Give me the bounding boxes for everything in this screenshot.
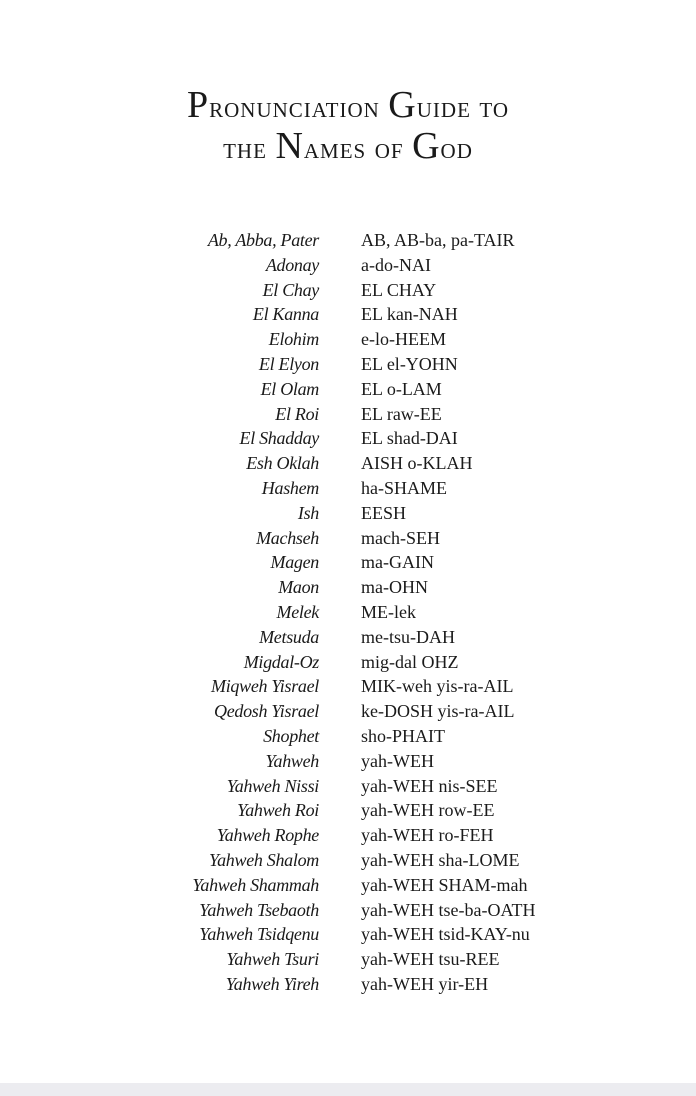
divine-name: El Kanna [252,304,319,325]
list-item [0,922,696,947]
list-item [0,699,696,724]
pronunciation: AB, AB-ba, pa-TAIR [361,230,515,250]
list-item [0,600,696,625]
pronunciation: yah-WEH sha-LOME [361,849,520,870]
divine-name: Yahweh Tsebaoth [199,899,319,920]
title-word: uide to [416,91,510,124]
pronunciation: EL o-LAM [361,378,442,399]
divine-name: Yahweh Shalom [209,849,319,870]
title-word: od [440,132,473,165]
list-item [0,327,696,352]
list-item [0,476,696,501]
divine-name: Yahweh [265,750,319,771]
pronunciation: yah-WEH yir-EH [361,973,489,994]
title-word: ronunciation [209,91,380,124]
pronunciation: ha-SHAME [361,477,447,498]
list-item [0,451,696,476]
pronunciation: EL kan-NAH [361,304,458,325]
list-item [0,749,696,774]
divine-name: Yahweh Yireh [225,973,319,994]
pronunciation: MIK-weh yis-ra-AIL [361,676,514,697]
list-item [0,848,696,873]
page-title [0,86,696,168]
pronunciation: a-do-NAI [361,254,431,275]
list-item [0,278,696,303]
pronunciation: yah-WEH SHAM-mah [361,874,528,895]
list-item [0,253,696,278]
pronunciation: yah-WEH ro-FEH [361,825,494,846]
divine-name: Yahweh Tsuri [226,949,319,970]
pronunciation: ma-GAIN [361,552,434,573]
list-item [0,823,696,848]
divine-name: Yahweh Rophe [216,825,319,846]
pronunciation: EL raw-EE [361,403,442,424]
list-item [0,774,696,799]
title-word: ames of [303,132,404,165]
divine-name: Migdal-Oz [243,651,319,672]
divine-name: El Olam [260,378,319,399]
divine-name: Esh Oklah [246,453,319,474]
divine-name: Yahweh Roi [237,800,319,821]
pronunciation: me-tsu-DAH [361,626,455,647]
list-item [0,947,696,972]
divine-name: Miqweh Yisrael [211,676,319,697]
divine-name: El Chay [262,279,319,300]
divine-name: Elohim [268,329,319,350]
title-line-1 [0,86,696,127]
list-item [0,377,696,402]
list-item [0,302,696,327]
divine-name: Melek [276,601,319,622]
list-item [0,625,696,650]
pronunciation: ke-DOSH yis-ra-AIL [361,701,515,722]
pronunciation: yah-WEH tsu-REE [361,949,500,970]
pronunciation: EL el-YOHN [361,353,458,374]
divine-name: Ish [297,502,319,523]
pronunciation: ma-OHN [361,577,428,598]
pronunciation: EL CHAY [361,279,437,300]
pronunciation: AISH o-KLAH [361,453,473,474]
list-item [0,501,696,526]
pronunciation: sho-PHAIT [361,725,445,746]
pronunciation: yah-WEH tse-ba-OATH [361,899,536,920]
pronunciation: yah-WEH nis-SEE [361,775,498,796]
divine-name: Yahweh Shammah [192,874,319,895]
divine-name: Ab, Abba, Pater [207,230,319,250]
title-line-2 [0,127,696,168]
title-initial: G [412,125,441,167]
list-item [0,873,696,898]
pronunciation: yah-WEH tsid-KAY-nu [361,924,530,945]
pronunciation: EESH [361,502,406,523]
list-item [0,526,696,551]
title-word: the [223,132,267,165]
divine-name: El Shadday [239,428,319,449]
divine-name: Metsuda [259,626,319,647]
title-initial: P [186,84,210,126]
divine-name: Hashem [261,477,319,498]
title-initial: N [275,125,304,167]
divine-name: Qedosh Yisrael [214,701,319,722]
list-item [0,228,696,253]
title-initial: G [388,84,417,126]
list-item [0,650,696,675]
pronunciation: yah-WEH row-EE [361,800,495,821]
pronunciation: mig-dal OHZ [361,651,459,672]
list-item [0,575,696,600]
divine-name: El Roi [275,403,319,424]
pronunciation: ME-lek [361,601,416,622]
list-item [0,426,696,451]
list-item [0,352,696,377]
divine-name: Yahweh Tsidqenu [199,924,319,945]
list-item [0,674,696,699]
list-item [0,898,696,923]
page-bottom-edge [0,1083,696,1096]
pronunciation: e-lo-HEEM [361,329,446,350]
divine-name: Shophet [263,725,319,746]
list-item [0,550,696,575]
divine-name: Machseh [256,527,319,548]
pronunciation: yah-WEH [361,750,434,771]
list-item [0,402,696,427]
divine-name: Magen [270,552,319,573]
divine-name: Yahweh Nissi [226,775,319,796]
divine-name: El Elyon [258,353,319,374]
pronunciation: mach-SEH [361,527,440,548]
list-item [0,972,696,997]
pronunciation: EL shad-DAI [361,428,458,449]
pronunciation-list [0,228,696,997]
divine-name: Maon [278,577,319,598]
divine-name: Adonay [265,254,319,275]
list-item [0,724,696,749]
list-item [0,798,696,823]
